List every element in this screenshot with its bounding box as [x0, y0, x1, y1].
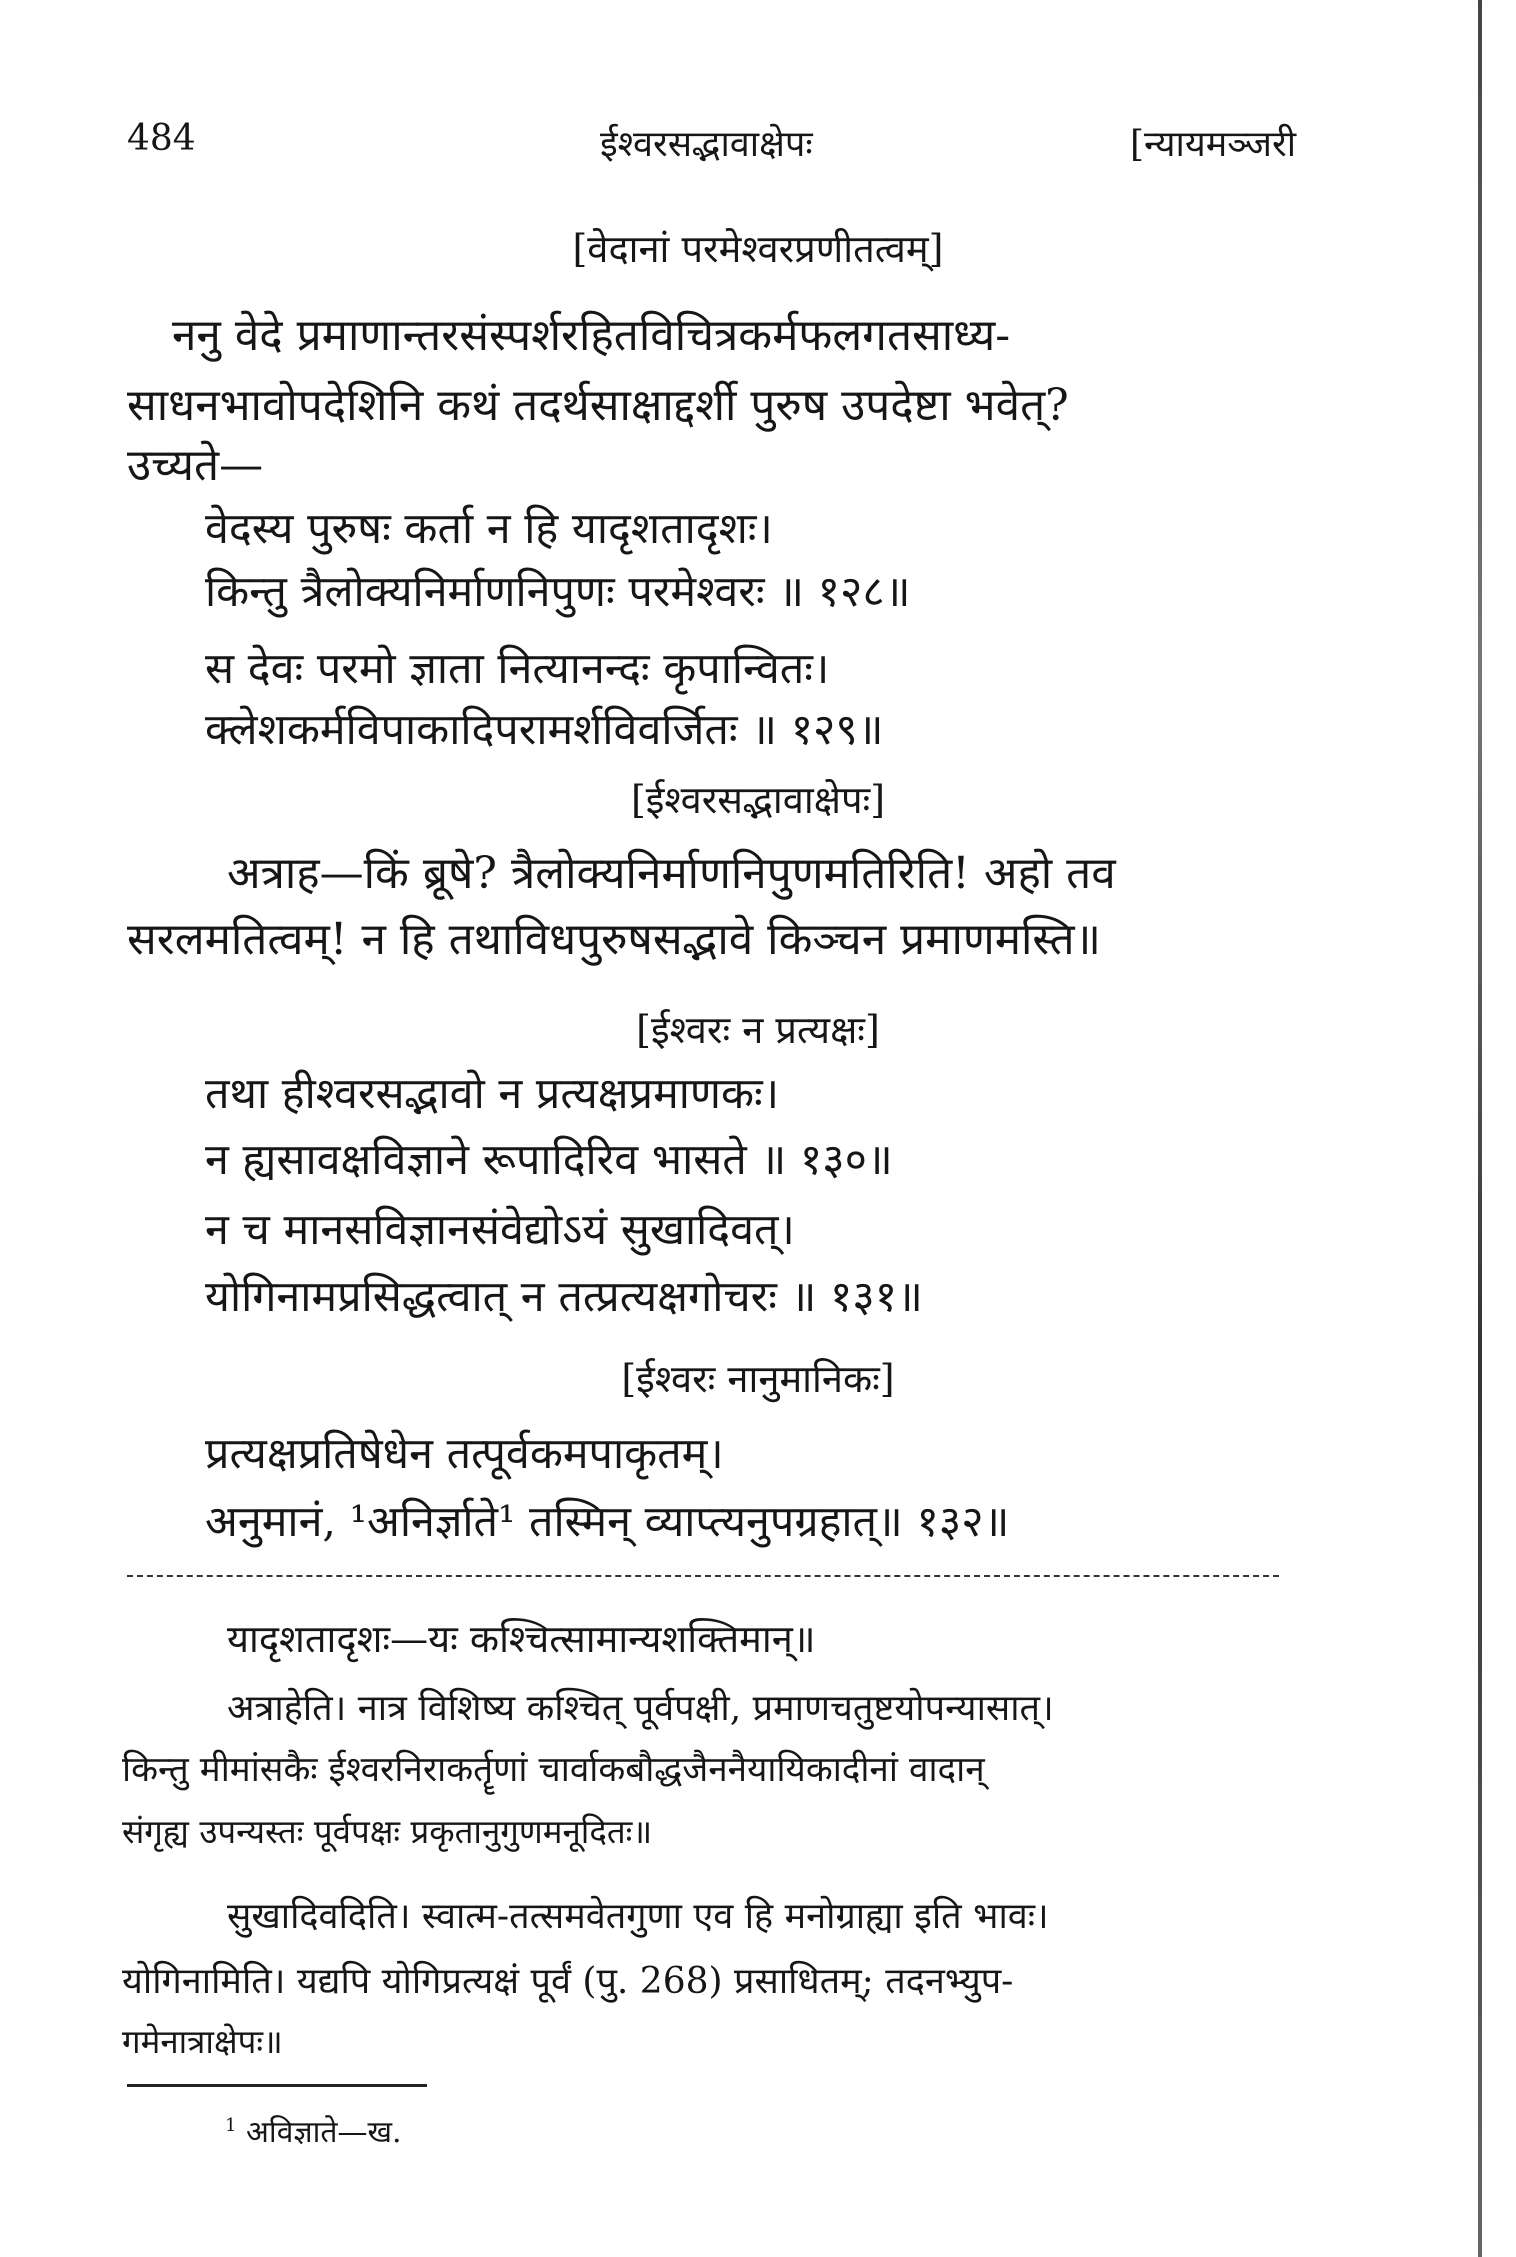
note-line: योगिनामिति। यद्यपि योगिप्रत्यक्षं पूर्वं (पु. 268) प्रसाधितम्; तदनभ्युप- — [122, 1961, 1014, 2002]
prose-line: उच्यते— — [127, 440, 264, 491]
footnote — [225, 2110, 402, 2151]
footnote-text: अविज्ञाते—ख. — [246, 2115, 402, 2150]
note-line: सुखादिवदिति। स्वात्म-तत्समवेतगुणा एव हि मनोग्राह्या इति भावः। — [227, 1896, 1049, 1937]
prose-line: अत्राह—किं ब्रूषे? त्रैलोक्यनिर्माणनिपुणमतिरिति! अहो तव — [227, 848, 1116, 899]
footnote-rule — [127, 2084, 427, 2087]
page-number: 484 — [127, 118, 196, 159]
verse-line: न च मानसविज्ञानसंवेद्योऽयं सुखादिवत्। — [205, 1205, 795, 1255]
section-heading-4: [ईश्वरः नानुमानिकः] — [621, 1357, 895, 1401]
note-line: किन्तु मीमांसकैः ईश्वरनिराकर्तॄणां चार्वाकबौद्धजैननैयायिकादीनां वादान् — [122, 1750, 985, 1790]
verse-line: योगिनामप्रसिद्धत्वात् न तत्प्रत्यक्षगोचरः ॥ १३१॥ — [205, 1272, 923, 1322]
verse-line: किन्तु त्रैलोक्यनिर्माणनिपुणः परमेश्वरः ॥ १२८॥ — [205, 567, 911, 617]
section-heading-2: [ईश्वरसद्भावाक्षेपः] — [630, 778, 886, 822]
verse-line: न ह्यसावक्षविज्ञाने रूपादिरिव भासते ॥ १३०॥ — [205, 1135, 893, 1185]
section-reference: [न्यायमञ्जरी — [1130, 124, 1297, 165]
section-heading-3: [ईश्वरः न प्रत्यक्षः] — [636, 1008, 880, 1052]
footnote-marker: 1 — [225, 2115, 237, 2136]
prose-line: ननु वेदे प्रमाणान्तरसंस्पर्शरहितविचित्रकर्मफलगतसाध्य- — [172, 310, 1011, 361]
verse-line: अनुमानं, ¹अनिर्ज्ञाते¹ तस्मिन् व्याप्त्यनुपग्रहात्॥ १३२॥ — [205, 1497, 1010, 1547]
section-heading-1: [वेदानां परमेश्वरप्रणीतत्वम्] — [572, 227, 944, 271]
page-edge-shadow — [1478, 0, 1482, 2257]
prose-line: सरलमतित्वम्! न हि तथाविधपुरुषसद्भावे किञ्चन प्रमाणमस्ति॥ — [127, 914, 1101, 965]
verse-line: स देवः परमो ज्ञाता नित्यानन्दः कृपान्वितः। — [205, 644, 830, 694]
note-line: यादृशतादृशः—यः कश्चित्सामान्यशक्तिमान्॥ — [227, 1617, 816, 1661]
note-line: गमेनात्राक्षेपः॥ — [122, 2022, 283, 2061]
running-title: ईश्वरसद्भावाक्षेपः — [600, 124, 813, 165]
verse-line: प्रत्यक्षप्रतिषेधेन तत्पूर्वकमपाकृतम्। — [205, 1429, 724, 1479]
verse-line: वेदस्य पुरुषः कर्ता न हि यादृशतादृशः। — [205, 504, 773, 554]
prose-line: साधनभावोपदेशिनि कथं तदर्थसाक्षाद्दर्शी पुरुष उपदेष्टा भवेत्? — [127, 380, 1069, 431]
note-line: संगृह्य उपन्यस्तः पूर्वपक्षः प्रकृतानुगुणमनूदितः॥ — [122, 1812, 653, 1851]
commentary-divider — [127, 1575, 1279, 1577]
verse-line: तथा हीश्वरसद्भावो न प्रत्यक्षप्रमाणकः। — [205, 1069, 780, 1119]
verse-line: क्लेशकर्मविपाकादिपरामर्शविवर्जितः ॥ १२९॥ — [205, 705, 884, 755]
note-line: अत्राहेति। नात्र विशिष्य कश्चित् पूर्वपक्षी, प्रमाणचतुष्टयोपन्यासात्। — [227, 1688, 1054, 1729]
page-header — [0, 118, 1516, 178]
